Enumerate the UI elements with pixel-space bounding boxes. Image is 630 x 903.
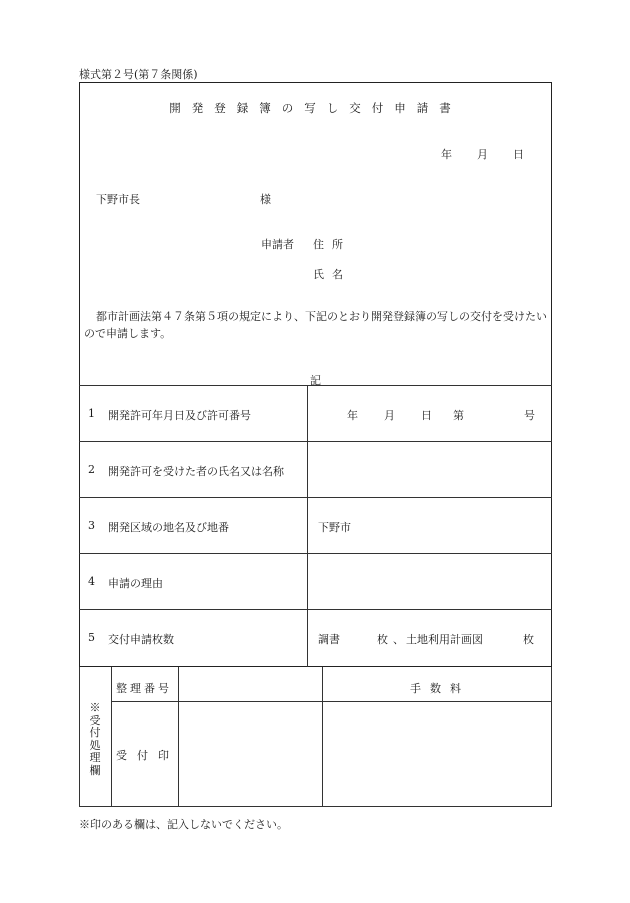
table-column-divider [307,385,308,667]
reception-divider [178,667,179,807]
permit-day-label: 日 [421,409,432,422]
row-5-label: 交付申請枚数 [108,633,174,646]
date-year-label: 年 [441,148,452,161]
table-row-line [79,609,552,610]
table-top-line [79,385,552,386]
fee-label: 手数料 [410,682,470,695]
date-day-label: 日 [513,148,524,161]
row-4-number: 4 [88,575,95,588]
reception-stamp-label: 受付印 [116,749,179,762]
row-4-label: 申請の理由 [108,577,163,590]
copies-separator: 、 [393,633,404,646]
reception-row-line [111,701,552,702]
row-1-number: 1 [88,407,95,420]
permit-year-label: 年 [347,409,358,422]
row-1-label: 開発許可年月日及び許可番号 [108,409,251,422]
request-body-text: 都市計画法第４７条第５項の規定により、下記のとおり開発登録簿の写しの交付を受けたいので申請します。 [84,310,547,340]
copies-land-plan-label: 土地利用計画図 [406,633,483,646]
reception-vertical-label: ※受付処理欄 [89,701,101,777]
row-3-label: 開発区域の地名及び地番 [108,521,229,534]
reception-divider [322,667,323,807]
permit-month-label: 月 [384,409,395,422]
seiri-number-label: 整理番号 [116,682,172,695]
table-row-line [79,441,552,442]
addressee-name: 下野市長 [96,193,140,206]
copies-unit-1: 枚 [377,633,388,646]
row-2-number: 2 [88,463,95,476]
row-5-number: 5 [88,631,95,644]
applicant-label: 申請者 [261,238,294,251]
reception-divider [111,667,112,807]
permit-dai-label: 第 [453,409,464,422]
table-row-line [79,497,552,498]
applicant-address-label: 住所 [313,238,351,251]
location-value: 下野市 [318,521,351,534]
permit-go-label: 号 [524,409,535,422]
copies-unit-2: 枚 [523,633,534,646]
row-3-number: 3 [88,519,95,532]
footnote-text: ※印のある欄は、記入しないでください。 [79,818,288,831]
row-2-label: 開発許可を受けた者の氏名又は名称 [108,465,284,478]
table-row-line [79,553,552,554]
addressee-honorific: 様 [260,193,271,206]
form-number-label: 様式第２号(第７条関係) [79,68,198,81]
form-title: 開発登録簿の写し交付申請書 [169,101,462,115]
copies-chosho-label: 調書 [318,633,340,646]
applicant-name-label: 氏名 [313,268,351,281]
ki-label: 記 [310,374,321,387]
date-month-label: 月 [477,148,488,161]
